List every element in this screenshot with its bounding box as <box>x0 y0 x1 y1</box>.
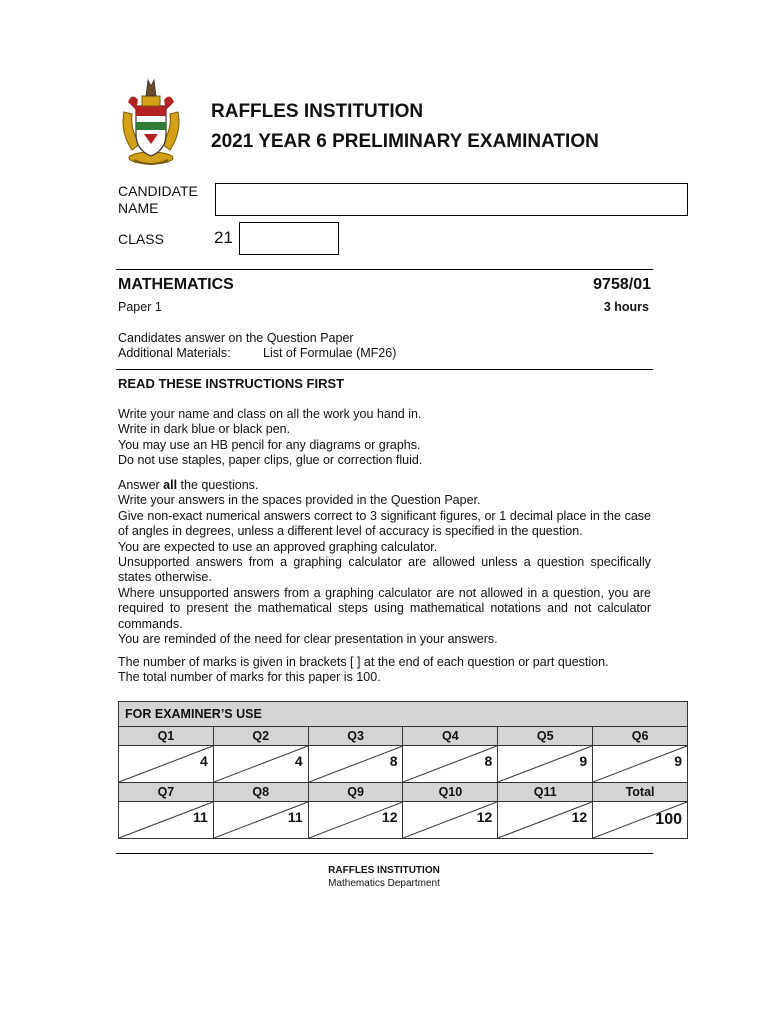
max-marks: 11 <box>193 809 208 825</box>
examiner-use-table <box>118 701 688 839</box>
instruction-answer-all <box>118 478 651 493</box>
total-marks: 100 <box>655 811 682 828</box>
marks-cell[interactable] <box>593 746 688 783</box>
marks-cell[interactable] <box>119 802 214 839</box>
question-header: Q8 <box>213 783 308 802</box>
instruction-line: Write your name and class on all the work you hand in. <box>118 407 422 421</box>
instruction-line: Unsupported answers from a graphing calculator are allowed unless a question specifically states otherwise. <box>118 555 651 585</box>
question-header: Q7 <box>119 783 214 802</box>
candidate-name-field[interactable] <box>215 183 688 216</box>
candidate-label-line-1: CANDIDATE <box>118 183 198 199</box>
marks-cell[interactable] <box>119 746 214 783</box>
question-header: Q1 <box>119 727 214 746</box>
max-marks: 9 <box>674 753 682 769</box>
max-marks: 11 <box>287 809 303 825</box>
instructions-block-1 <box>118 407 651 469</box>
additional-materials-value: List of Formulae (MF26) <box>263 346 397 360</box>
candidate-label-line-2: NAME <box>118 200 159 216</box>
answer-bold: all <box>163 478 178 492</box>
question-header: Q5 <box>498 727 593 746</box>
instructions-block-2 <box>118 478 651 647</box>
question-header: Q11 <box>498 783 593 802</box>
school-crest-icon <box>118 72 184 172</box>
total-header: Total <box>593 783 688 802</box>
instructions-block-3 <box>118 655 651 686</box>
marks-cell[interactable] <box>498 802 593 839</box>
marks-cell[interactable] <box>213 746 308 783</box>
school-title: RAFFLES INSTITUTION <box>211 101 424 122</box>
paper-code: 9758/01 <box>593 276 651 293</box>
instruction-line: You may use an HB pencil for any diagrams or graphs. <box>118 437 421 452</box>
max-marks: 12 <box>381 809 398 825</box>
marks-cell[interactable] <box>498 746 593 783</box>
paper-duration: 3 hours <box>603 300 649 314</box>
question-header: Q4 <box>403 727 498 746</box>
max-marks: 8 <box>389 753 398 769</box>
paper-number: Paper 1 <box>118 300 162 314</box>
max-marks: 12 <box>476 809 493 825</box>
question-header: Q10 <box>403 783 498 802</box>
instruction-line: You are reminded of the need for clear presentation in your answers. <box>118 632 498 647</box>
exam-title: 2021 YEAR 6 PRELIMINARY EXAMINATION <box>211 131 599 152</box>
question-header: Q3 <box>308 727 403 746</box>
question-header: Q9 <box>308 783 403 802</box>
max-marks: 9 <box>579 753 588 769</box>
marks-cell[interactable] <box>308 802 403 839</box>
divider-top <box>116 269 653 270</box>
instruction-line: Do not use staples, paper clips, glue or correction fluid. <box>118 453 423 468</box>
candidates-note: Candidates answer on the Question Paper <box>118 331 354 345</box>
class-prefix: 21 <box>214 228 233 247</box>
class-label: CLASS <box>118 231 164 247</box>
question-header: Q2 <box>213 727 308 746</box>
subject-title: MATHEMATICS <box>118 276 234 293</box>
question-header: Q6 <box>593 727 688 746</box>
instruction-line: You are expected to use an approved graphing calculator. <box>118 539 438 554</box>
footer-school: RAFFLES INSTITUTION <box>328 865 440 876</box>
instruction-line: Give non-exact numerical answers correct to 3 significant figures, or 1 decimal place in the case of angles in degrees, unless a different level of accuracy is specified in the question. <box>118 508 651 539</box>
max-marks: 4 <box>200 753 208 769</box>
max-marks: 4 <box>294 753 303 769</box>
instruction-line: Write in dark blue or black pen. <box>118 422 291 437</box>
class-field[interactable] <box>239 222 339 255</box>
instruction-line: Write your answers in the spaces provided in the Question Paper. <box>118 493 481 508</box>
examiner-table-title: FOR EXAMINER’S USE <box>119 702 688 727</box>
max-marks: 12 <box>571 809 588 825</box>
additional-materials-label: Additional Materials: <box>118 346 231 360</box>
candidate-name-label <box>118 183 210 217</box>
instructions-heading: READ THESE INSTRUCTIONS FIRST <box>118 376 345 391</box>
marks-cell[interactable] <box>213 802 308 839</box>
marks-cell[interactable] <box>403 802 498 839</box>
instruction-line: Where unsupported answers from a graphing calculator are not allowed in a question, you are required to present the mathematical steps using mathematical notations and not calculator commands. <box>118 585 651 631</box>
marks-cell[interactable] <box>308 746 403 783</box>
divider-instructions <box>116 369 653 370</box>
answer-pre: Answer <box>118 478 164 492</box>
divider-footer <box>116 853 653 854</box>
instruction-line: The total number of marks for this paper is 100. <box>118 670 381 685</box>
footer-department: Mathematics Department <box>328 878 440 889</box>
answer-post: the questions. <box>177 478 259 492</box>
max-marks: 8 <box>484 753 493 769</box>
total-marks-cell[interactable] <box>593 802 688 839</box>
marks-cell[interactable] <box>403 746 498 783</box>
instruction-line: The number of marks is given in brackets [ ] at the end of each question or part question. <box>118 655 609 669</box>
